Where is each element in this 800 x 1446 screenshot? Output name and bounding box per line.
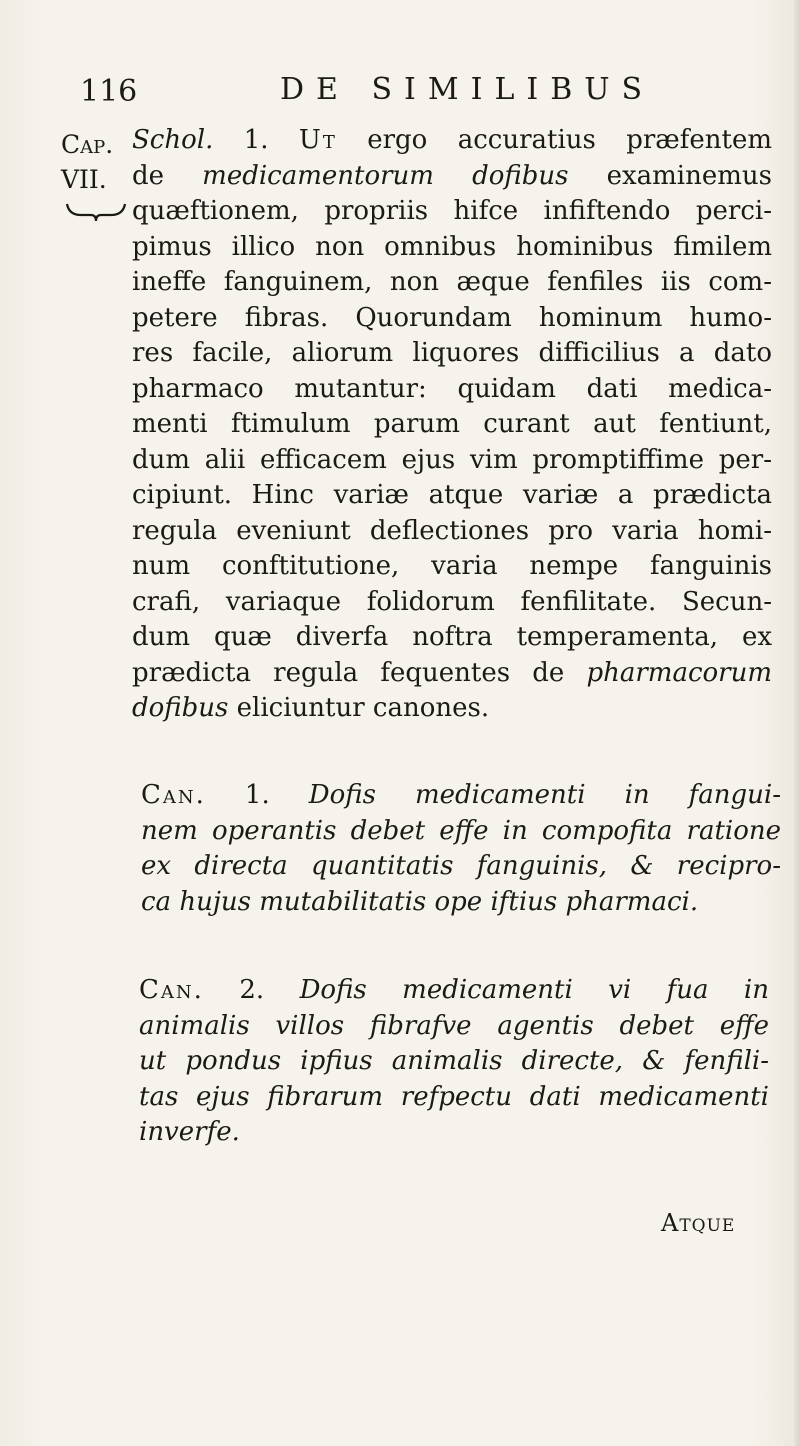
text-line: menti ftimulum parum curant aut fentiunt, xyxy=(132,409,772,439)
text-line: ex directa quantitatis fanguinis, & recipro- xyxy=(141,851,781,881)
catchword: Atque xyxy=(661,1209,736,1237)
scholium-paragraph xyxy=(132,123,772,727)
chapter-label: Cap. xyxy=(61,130,114,159)
text-line: Can. 1. Dofis medicamenti in fangui- xyxy=(141,780,781,810)
text-line: Can. 2. Dofis medicamenti vi fua in xyxy=(139,975,769,1005)
text-line: num conftitutione, varia nempe fanguinis xyxy=(132,551,772,581)
canon-1 xyxy=(141,778,781,920)
text-line: res facile, aliorum liquores difficilius a dato xyxy=(132,338,772,368)
text-line: crafi, variaque folidorum fenfilitate. Secun- xyxy=(132,586,772,617)
text-line: petere fibras. Quorundam hominum humo- xyxy=(132,302,772,333)
text-line: dum alii efficacem ejus vim promptiffime per- xyxy=(132,444,772,475)
text-line: dum quæ diverfa noftra temperamenta, ex xyxy=(132,622,772,652)
brace-icon xyxy=(65,201,127,223)
text-line: cipiunt. Hinc variæ atque variæ a prædicta xyxy=(132,480,772,510)
text-line: prædicta regula fequentes de pharmacorum xyxy=(132,657,772,688)
text-line: de medicamentorum dofibus examinemus xyxy=(132,160,772,191)
chapter-number: VII. xyxy=(61,165,107,194)
canon-2 xyxy=(139,973,769,1151)
text-line: tas ejus fibrarum refpectu dati medicamenti xyxy=(139,1081,769,1112)
text-line: pimus illico non omnibus hominibus fimilem xyxy=(132,231,772,262)
text-line: pharmaco mutantur: quidam dati medica- xyxy=(132,373,772,404)
running-title: DE SIMILIBUS xyxy=(280,72,655,107)
text-line: quæftionem, propriis hifce infiftendo perci- xyxy=(132,196,772,226)
text-line: dofibus eliciuntur canones. xyxy=(132,693,490,723)
text-line: ca hujus mutabilitatis ope iftius pharmaci. xyxy=(141,886,699,917)
page-number: 116 xyxy=(80,74,138,109)
margin-note xyxy=(61,127,141,232)
text-line: Schol. 1. Ut ergo accuratius præfentem xyxy=(132,125,772,155)
canon-label: Can. xyxy=(141,780,206,810)
text-line: animalis villos fibrafve agentis debet effe xyxy=(139,1010,769,1041)
text-line: regula eveniunt deflectiones pro varia homi- xyxy=(132,515,772,546)
canon-label: Can. xyxy=(139,975,204,1005)
text-line: inverfe. xyxy=(139,1117,240,1147)
text-line: nem operantis debet effe in compofita ratione xyxy=(141,815,781,846)
text-line: ut pondus ipfius animalis directe, & fenfili- xyxy=(139,1046,769,1076)
page-edge xyxy=(794,0,800,1446)
page-header xyxy=(80,72,720,112)
text-line: ineffe fanguinem, non æque fenfiles iis com- xyxy=(132,267,772,297)
